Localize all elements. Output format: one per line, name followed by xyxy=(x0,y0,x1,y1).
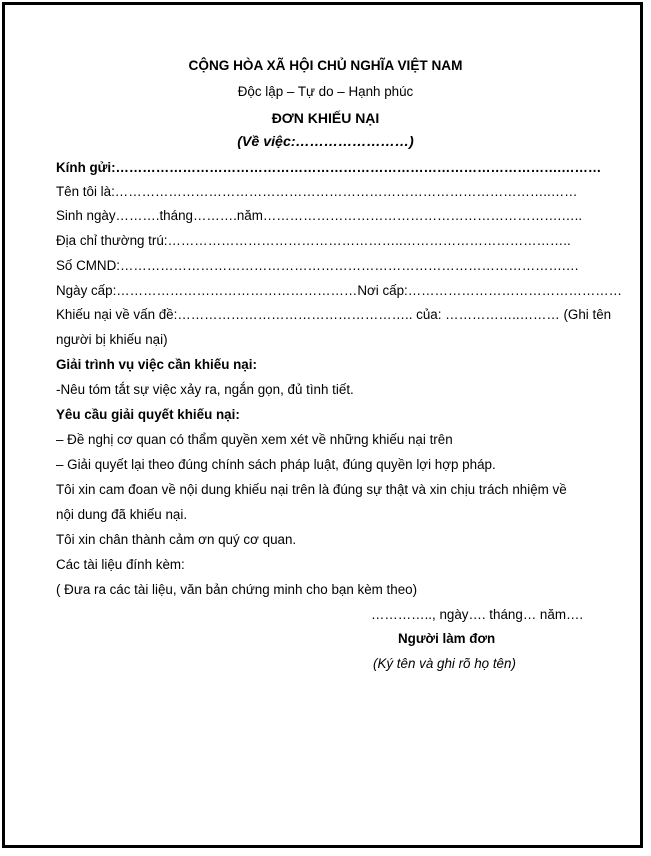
commitment-continuation: nội dung đã khiếu nại. xyxy=(56,507,188,522)
request-item-2: – Giải quyết lại theo đúng chính sách pháp luật, đúng quyền lợi hợp pháp. xyxy=(56,457,496,472)
explanation-heading: Giải trình vụ việc cần khiếu nại: xyxy=(56,357,257,372)
attachments-note: ( Đưa ra các tài liệu, văn bản chứng minh cho bạn kèm theo) xyxy=(56,582,418,597)
address-line: Địa chỉ thường trú:……………………………………………..……………………………….. xyxy=(56,233,571,248)
complaint-subject-continuation: người bị khiếu nại) xyxy=(56,332,168,347)
request-item-1: – Đề nghị cơ quan có thẩm quyền xem xét về những khiếu nại trên xyxy=(56,432,453,447)
commitment-text: Tôi xin cam đoan về nội dung khiếu nại trên là đúng sự thật và xin chịu trách nhiệm về xyxy=(56,482,567,497)
explanation-text: -Nêu tóm tắt sự việc xảy ra, ngắn gọn, đủ tình tiết. xyxy=(56,382,354,397)
form-subject: (Về việc:……………………) xyxy=(237,134,414,150)
birthdate-line: Sinh ngày……….tháng……….năm………………………………………………………….….. xyxy=(56,208,583,223)
form-title: ĐƠN KHIẾU NẠI xyxy=(271,110,380,126)
recipient-line: Kính gửi:……………………………………………………………………………………….……… xyxy=(56,160,602,175)
national-title: CỘNG HÒA XÃ HỘI CHỦ NGHĨA VIỆT NAM xyxy=(188,58,463,73)
date-line: ………….., ngày…. tháng… năm…. xyxy=(371,607,584,622)
signer-title: Người làm đơn xyxy=(398,631,496,646)
issue-date-place-line: Ngày cấp:………………………………………………Nơi cấp:………………………………………… xyxy=(56,283,623,298)
signer-note: (Ký tên và ghi rõ họ tên) xyxy=(373,656,516,671)
id-number-line: Số CMND:……………………………………………………………………………………….… xyxy=(56,258,579,273)
national-motto: Độc lập – Tự do – Hạnh phúc xyxy=(237,84,414,99)
attachments-heading: Các tài liệu đính kèm: xyxy=(56,557,185,572)
complaint-subject-line: Khiếu nại về vấn đề:…………………………………………….. của: ……………..……… (Ghi tên xyxy=(56,307,612,322)
thanks-text: Tôi xin chân thành cảm ơn quý cơ quan. xyxy=(56,532,297,547)
request-heading: Yêu cầu giải quyết khiếu nại: xyxy=(56,407,240,422)
name-line: Tên tôi là:……………………………………………………………………………………..…… xyxy=(56,184,578,199)
